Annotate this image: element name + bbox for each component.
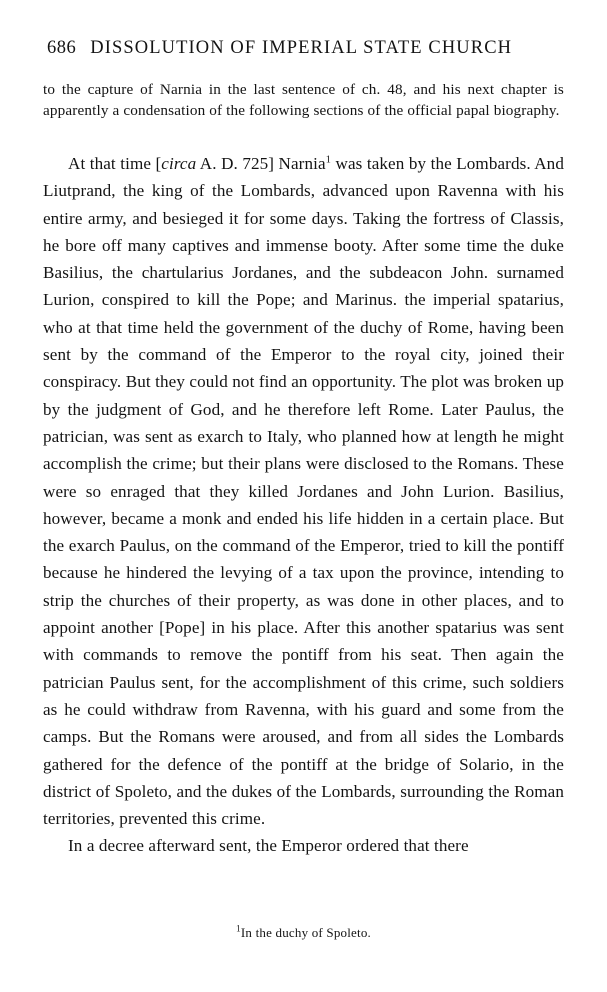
body-paragraph-1 xyxy=(43,150,564,832)
paragraph-1-lead: At that time [ xyxy=(68,154,162,173)
intro-paragraph-block xyxy=(43,80,564,121)
footnote xyxy=(43,925,564,941)
footnote-marker: 1 xyxy=(236,924,241,935)
running-head: DISSOLUTION OF IMPERIAL STATE CHURCH xyxy=(90,38,513,58)
main-text-block xyxy=(43,150,564,860)
footnote-reference-marker: 1 xyxy=(325,154,332,166)
body-paragraph-2: In a decree afterward sent, the Emperor ordered that there xyxy=(68,836,469,856)
paragraph-1-remainder: was taken by the Lombards. And Liutprand, the king of the Lombards, advanced upon Ravenna with his entire army, and besieged it for some days. Taking the fortress of Classis, he bore off many captives and immense booty. After some time the duke Basilius, the chartularius Jordanes, and the subdeacon John. surnamed Lurion, conspired to kill the Pope; and Marinus. the imperial spatarius, who at that time held the government of the duchy of Rome, having been sent by the command of the Emperor to the royal city, joined their conspiracy. But they could not find an opportunity. The plot was broken up by the judgment of God, and he therefore left Rome. Later Paulus, the patrician, was sent as exarch to Italy, who planned how at length he might accomplish the crime; but their plans were disclosed to the Romans. These were so enraged that they killed Jordanes and John Lurion. Basilius, however, became a monk and ended his life hidden in a certain place. But the exarch Paulus, on the command of the Emperor, tried to kill the pontiff because he hindered the levying of a tax upon the province, intending to strip the churches of their property, as was done in other places, and to appoint another [Pope] in his place. After this another spatarius was sent with commands to remove the pontiff from his seat. Then again the patrician Paulus sent, for the accomplishment of this crime, such soldiers as he could withdraw from Ravenna, with his guard and some from the camps. But the Romans were aroused, and from all sides the Lombards gathered for the defence of the pontiff at the bridge of Solario, in the district of Spoleto, and the dukes of the Lombards, surrounding the Roman territories, prevented this crime. xyxy=(43,154,564,829)
page-number: 686 xyxy=(47,38,77,58)
footnote-text: In the duchy of Spoleto. xyxy=(240,925,371,940)
intro-paragraph: to the capture of Narnia in the last sentence of ch. 48, and his next chapter is apparently a condensation of the following sections of the official papal biography. xyxy=(43,81,564,119)
paragraph-1-italic-circa: circa xyxy=(161,154,197,173)
page-header xyxy=(47,38,563,59)
paragraph-1-date: A. D. 725] Narnia xyxy=(196,154,326,173)
